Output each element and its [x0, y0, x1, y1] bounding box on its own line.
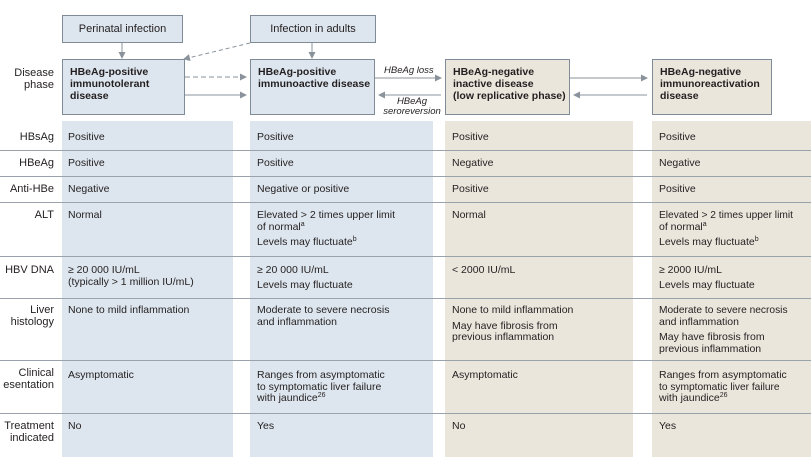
- row-label-anti-hbe: Anti-HBe: [9, 183, 54, 195]
- footnote-a: a: [300, 220, 305, 228]
- row-label-clinical: [0, 367, 54, 391]
- cell-alt: [659, 210, 809, 249]
- cell-line: [257, 393, 385, 405]
- cell-line: May have fibrosis from: [452, 319, 558, 332]
- cell-hbsag: Positive: [659, 131, 696, 143]
- cell-line-text: Levels may fluctuate: [257, 236, 353, 248]
- cell-line: Levels may fluctuate: [659, 278, 755, 291]
- cell-histology: [659, 305, 809, 355]
- cell-line: Ranges from asymptomatic: [659, 369, 787, 381]
- column-immunotolerant: [62, 121, 233, 457]
- cell-line: [659, 222, 809, 234]
- perinatal-infection-box: [62, 15, 183, 43]
- row-label-hbv-dna: HBV DNA: [5, 264, 54, 276]
- row-label-line: histology: [10, 316, 54, 328]
- cell-line: (typically > 1 million IU/mL): [68, 275, 194, 288]
- cell-line: and inflammation: [659, 315, 739, 328]
- cell-line: May have fibrosis from: [659, 331, 765, 343]
- infection-in-adults-box: [250, 15, 376, 43]
- row-divider: [0, 298, 811, 299]
- cell-line: previous inflammation: [659, 342, 762, 355]
- arrow-adults-to-immunotolerant-dashed: [184, 43, 250, 59]
- cell-line: Elevated > 2 times upper limit: [257, 209, 396, 221]
- cell-clinical: Asymptomatic: [68, 369, 134, 381]
- phase-immunoreactivation: [652, 59, 772, 115]
- cell-line: ≥ 2000 IU/mL: [659, 264, 722, 276]
- phase-title-line: HBeAg-negative: [453, 66, 535, 78]
- perinatal-infection-label: Perinatal infection: [78, 23, 167, 35]
- cell-line: [257, 237, 395, 249]
- row-label-line: Clinical: [18, 367, 54, 379]
- row-label-line: indicated: [9, 432, 54, 444]
- cell-line: Moderate to severe necrosis: [659, 305, 788, 316]
- cell-line-text: of normal: [659, 220, 703, 233]
- cell-clinical: [257, 370, 385, 405]
- phase-title-line: (low replicative phase): [453, 90, 566, 102]
- cell-line: [257, 222, 395, 234]
- footnote-26: 26: [719, 392, 728, 399]
- row-divider: [0, 150, 811, 151]
- cell-hbv-dna: [257, 265, 353, 291]
- cell-line: Moderate to severe necrosis: [257, 304, 390, 316]
- cell-line: ≥ 20 000 IU/mL: [257, 264, 329, 276]
- phase-title-line: disease: [660, 90, 699, 102]
- row-label-alt: ALT: [34, 209, 54, 221]
- cell-hbeag: Negative: [452, 157, 494, 169]
- phase-title-line: HBeAg-positive: [70, 66, 149, 78]
- seroreversion-label: [381, 97, 443, 117]
- cell-line: to symptomatic liver failure: [257, 380, 382, 393]
- cell-line-text: Levels may fluctuate: [659, 236, 755, 248]
- phase-title-line: immunoreactivation: [660, 78, 760, 90]
- cell-hbsag: Positive: [452, 131, 489, 143]
- row-label-line: Disease: [14, 67, 54, 79]
- cell-line: and inflammation: [257, 315, 337, 328]
- phase-immunotolerant: [62, 59, 185, 115]
- phase-title-line: immunoactive disease: [258, 78, 371, 90]
- cell-line: to symptomatic liver failure: [659, 381, 780, 393]
- phase-title-line: immunotolerant disease: [70, 78, 150, 102]
- cell-histology: None to mild inflammation: [68, 304, 190, 316]
- row-divider: [0, 202, 811, 203]
- cell-line: Elevated > 2 times upper limit: [659, 210, 793, 221]
- footnote-a: a: [702, 220, 707, 228]
- row-divider: [0, 176, 811, 177]
- cell-treatment: No: [452, 420, 466, 432]
- row-label-line: esentation: [3, 379, 54, 391]
- cell-histology: [452, 305, 573, 344]
- cell-line: None to mild inflammation: [452, 304, 574, 316]
- cell-clinical: Asymptomatic: [452, 369, 518, 381]
- footnote-26: 26: [317, 392, 326, 399]
- cell-hbv-dna: < 2000 IU/mL: [452, 264, 516, 276]
- cell-histology: [257, 305, 389, 328]
- cell-alt: Normal: [68, 209, 102, 221]
- cell-treatment: Yes: [257, 420, 275, 432]
- cell-line: [659, 237, 809, 249]
- phase-title-line: HBeAg-positive: [258, 66, 337, 78]
- row-divider: [0, 360, 811, 361]
- cell-anti-hbe: Negative: [68, 183, 110, 195]
- phase-title-line: HBeAg-negative: [660, 66, 742, 78]
- row-label-line: Treatment: [4, 420, 54, 432]
- cell-line: Levels may fluctuate: [257, 278, 353, 291]
- cell-line-text: with jaundice: [659, 392, 720, 404]
- row-label-liver-histology: [0, 304, 54, 328]
- cell-hbsag: Positive: [257, 131, 294, 143]
- hbeag-loss-label: HBeAg loss: [384, 65, 434, 76]
- cell-line-text: of normal: [257, 220, 301, 233]
- phase-immunoactive: [250, 59, 375, 115]
- row-label-line: Liver: [30, 304, 54, 316]
- cell-treatment: No: [68, 420, 82, 432]
- row-divider: [0, 413, 811, 414]
- footnote-b: b: [352, 236, 357, 243]
- cell-line: ≥ 20 000 IU/mL: [68, 264, 140, 276]
- phase-inactive: [445, 59, 570, 115]
- cell-alt: Normal: [452, 209, 486, 221]
- cell-anti-hbe: Positive: [452, 183, 489, 195]
- cell-line-text: with jaundice: [257, 392, 318, 404]
- cell-treatment: Yes: [659, 420, 677, 432]
- cell-hbeag: Negative: [659, 157, 701, 169]
- row-label-treatment: [0, 420, 54, 444]
- cell-hbeag: Positive: [68, 157, 105, 169]
- infection-in-adults-label: Infection in adults: [270, 23, 356, 35]
- row-label-hbsag: HBsAg: [19, 131, 54, 143]
- column-inactive: [445, 121, 633, 457]
- cell-hbeag: Positive: [257, 157, 294, 169]
- footnote-b: b: [754, 236, 759, 243]
- cell-line: Ranges from asymptomatic: [257, 369, 385, 381]
- cell-hbv-dna: [68, 265, 194, 288]
- cell-anti-hbe: Negative or positive: [257, 183, 350, 195]
- seroreversion-label-line: HBeAg: [396, 96, 428, 107]
- cell-line: previous inflammation: [452, 331, 555, 343]
- seroreversion-label-line: seroreversion: [383, 106, 441, 117]
- cell-hbv-dna: [659, 265, 755, 291]
- cell-anti-hbe: Positive: [659, 183, 696, 195]
- cell-clinical: [659, 370, 809, 405]
- phase-title-line: inactive disease: [453, 78, 534, 90]
- cell-alt: [257, 210, 395, 249]
- row-label-disease-phase: [0, 67, 54, 91]
- row-label-line: phase: [24, 79, 54, 91]
- cell-line: [659, 393, 809, 405]
- row-label-hbeag: HBeAg: [19, 157, 54, 169]
- row-divider: [0, 256, 811, 257]
- cell-hbsag: Positive: [68, 131, 105, 143]
